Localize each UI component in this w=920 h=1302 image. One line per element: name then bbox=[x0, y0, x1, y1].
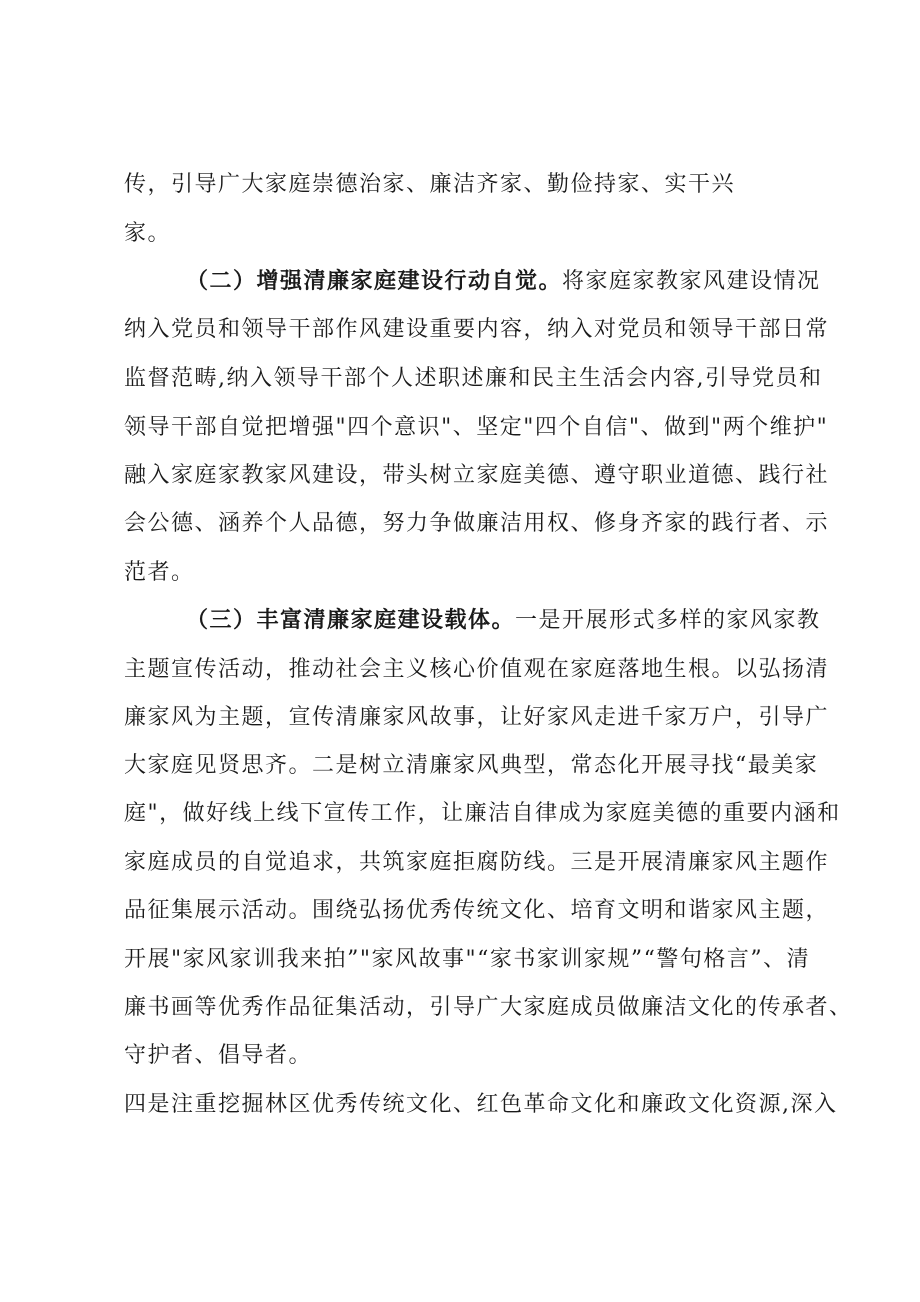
section2-line: 会公德、涵养个人品德，努力争做廉洁用权、修身齐家的践行者、示 bbox=[124, 511, 830, 536]
section4-line-1: 四是注重挖掘林区优秀传统文化、红色革命文化和廉政文化资源,深入 bbox=[124, 1092, 838, 1117]
section2-first-line bbox=[186, 269, 821, 295]
section3-line: 开展"家风家训我来拍”"家风故事"“家书家训家规”“警句格言”、清 bbox=[124, 947, 811, 972]
section3-line: 家庭成员的自觉追求，共筑家庭拒腐防线。三是开展清廉家风主题作 bbox=[124, 850, 830, 875]
section2-first-line-rest: 将家庭家教家风建设情况 bbox=[562, 269, 821, 294]
section2-heading: （二）增强清廉家庭建设行动自觉。 bbox=[186, 269, 563, 294]
section2-line: 领导干部自觉把增强"四个意识"、坚定"四个自信"、做到"两个维护" bbox=[124, 415, 829, 440]
section3-line: 庭"，做好线上线下宣传工作，让廉洁自律成为家庭美德的重要内涵和 bbox=[124, 801, 841, 826]
section2-line: 监督范畴,纳入领导干部个人述职述廉和民主生活会内容,引导党员和 bbox=[124, 366, 823, 391]
section3-line: 廉书画等优秀作品征集活动，引导广大家庭成员做廉洁文化的传承者、 bbox=[124, 995, 853, 1020]
intro-line-2: 家。 bbox=[124, 221, 172, 246]
section3-heading: （三）丰富清廉家庭建设载体。 bbox=[186, 608, 516, 633]
section3-first-line-rest: 一是开展形式多样的家风家教 bbox=[515, 608, 821, 633]
section3-line: 主题宣传活动，推动社会主义核心价值观在家庭落地生根。以弘扬清 bbox=[124, 657, 830, 682]
section2-line: 纳入党员和领导干部作风建设重要内容，纳入对党员和领导干部日常 bbox=[124, 317, 830, 342]
section3-line: 大家庭见贤思齐。二是树立清廉家风典型，常态化开展寻找“最美家 bbox=[124, 753, 819, 778]
section3-line: 廉家风为主题，宣传清廉家风故事，让好家风走进千家万户，引导广 bbox=[124, 705, 830, 730]
section2-line: 融入家庭家教家风建设，带头树立家庭美德、遵守职业道德、践行社 bbox=[124, 463, 830, 488]
intro-line-1: 传，引导广大家庭崇德治家、廉洁齐家、勤俭持家、实干兴 bbox=[124, 172, 736, 197]
section2-line: 范者。 bbox=[124, 560, 195, 585]
section3-line: 守护者、倡导者。 bbox=[124, 1043, 313, 1068]
section3-first-line bbox=[186, 608, 821, 634]
section3-line: 品征集展示活动。围绕弘扬优秀传统文化、培育文明和谐家风主题， bbox=[124, 898, 830, 923]
